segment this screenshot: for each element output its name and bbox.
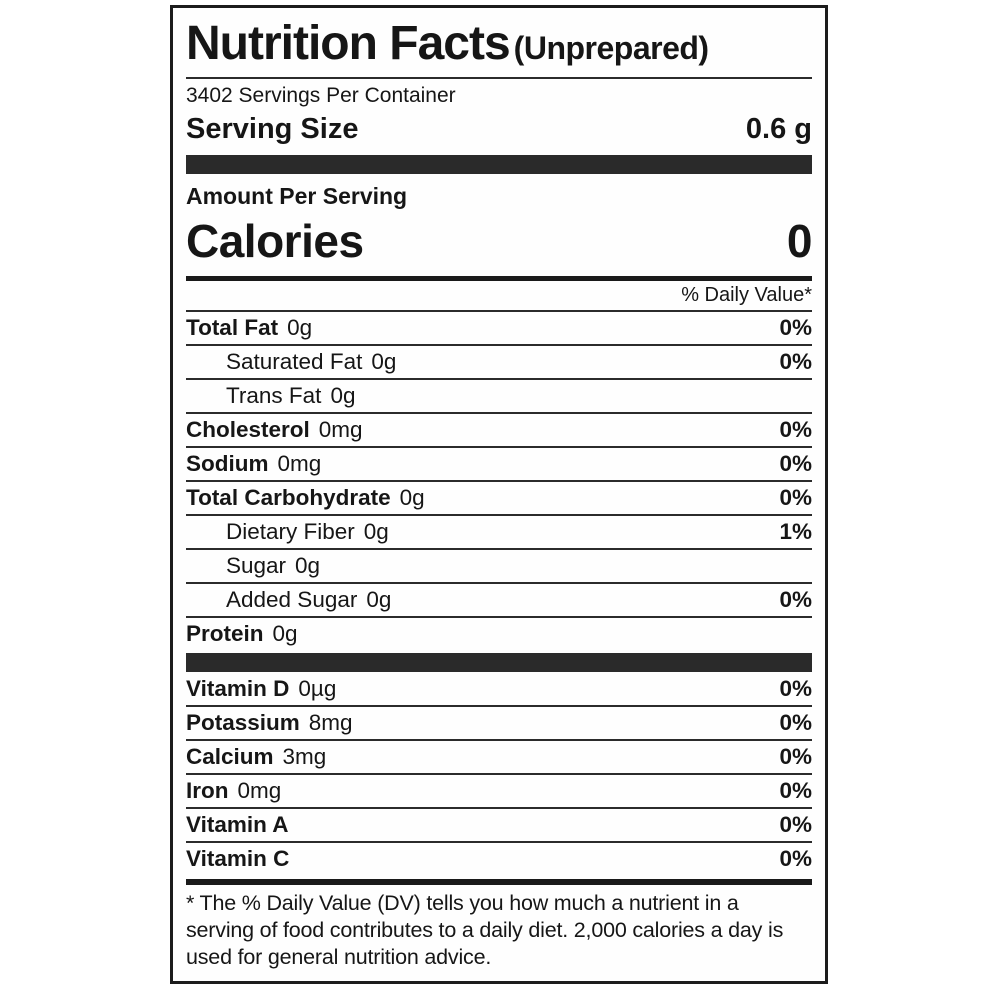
nutrient-name: Calcium [186, 744, 274, 769]
nutrient-dv: 0% [779, 485, 812, 510]
micronutrient-row-potassium [186, 707, 812, 741]
nutrient-row-total-fat [186, 312, 812, 346]
micronutrient-row-iron [186, 775, 812, 809]
nutrient-name: Total Carbohydrate [186, 485, 391, 510]
title-divider [186, 77, 812, 79]
nutrient-name: Sodium [186, 451, 269, 476]
daily-value-header: % Daily Value* [186, 281, 812, 312]
nutrient-dv: 0% [779, 846, 812, 871]
serving-size-row [186, 110, 812, 148]
calories-label: Calories [186, 215, 364, 267]
nutrient-amount: 0g [330, 383, 356, 408]
nutrition-facts-label [170, 5, 828, 984]
nutrient-row-sodium [186, 448, 812, 482]
nutrient-name: Sugar [226, 553, 287, 578]
nutrient-dv: 0% [779, 587, 812, 612]
micronutrient-row-vitamin-a [186, 809, 812, 843]
nutrient-row-added-sugar [186, 584, 812, 618]
nutrient-amount: 0mg [237, 778, 282, 803]
nutrient-row-saturated-fat [186, 346, 812, 380]
calories-row [186, 211, 812, 271]
nutrient-name: Total Fat [186, 315, 279, 340]
nutrient-name: Trans Fat [226, 383, 322, 408]
nutrient-row-dietary-fiber [186, 516, 812, 550]
nutrient-name: Vitamin D [186, 676, 290, 701]
nutrient-amount: 0g [272, 621, 298, 646]
nutrient-dv: 0% [779, 676, 812, 701]
nutrient-name: Cholesterol [186, 417, 310, 442]
label-title: Nutrition Facts [186, 17, 510, 70]
calories-value: 0 [786, 215, 812, 267]
nutrient-amount: 0mg [318, 417, 363, 442]
nutrient-dv: 0% [779, 451, 812, 476]
nutrient-dv: 0% [779, 417, 812, 442]
nutrient-dv: 0% [779, 349, 812, 374]
nutrient-amount: 3mg [282, 744, 327, 769]
nutrient-amount: 0mg [277, 451, 322, 476]
nutrient-name: Added Sugar [226, 587, 358, 612]
nutrient-dv: 0% [779, 315, 812, 340]
footnote-divider [186, 879, 812, 885]
servings-per-container: 3402 Servings Per Container [186, 84, 456, 107]
nutrient-amount: 0g [295, 553, 321, 578]
label-title-row [186, 16, 812, 72]
nutrient-name: Potassium [186, 710, 300, 735]
footnote-text: * The % Daily Value (DV) tells you how much a nutrient in a serving of food contributes to a daily diet. 2,000 calories a day is used for general nutrition advice. [186, 891, 784, 969]
nutrient-amount: 8mg [308, 710, 353, 735]
nutrient-dv: 0% [779, 778, 812, 803]
nutrient-row-protein [186, 618, 812, 650]
micronutrient-row-calcium [186, 741, 812, 775]
nutrient-amount: 0g [287, 315, 313, 340]
nutrient-name: Iron [186, 778, 229, 803]
nutrient-dv: 0% [779, 812, 812, 837]
section-bar-bottom [186, 653, 812, 672]
serving-size-value: 0.6 g [745, 113, 812, 145]
nutrient-amount: 0g [363, 519, 389, 544]
nutrient-name: Protein [186, 621, 264, 646]
nutrient-row-trans-fat [186, 380, 812, 414]
nutrient-amount: 0g [371, 349, 397, 374]
nutrient-dv: 0% [779, 744, 812, 769]
nutrient-dv: 1% [779, 519, 812, 544]
section-bar-top [186, 155, 812, 174]
nutrient-row-total-carbohydrate [186, 482, 812, 516]
nutrient-name: Saturated Fat [226, 349, 363, 374]
micronutrient-row-vitamin-c [186, 843, 812, 875]
nutrient-amount: 0µg [298, 676, 337, 701]
nutrient-row-cholesterol [186, 414, 812, 448]
nutrient-amount: 0g [399, 485, 425, 510]
nutrient-row-sugar [186, 550, 812, 584]
nutrient-amount: 0g [366, 587, 392, 612]
label-title-suffix: (Unprepared) [513, 30, 709, 66]
nutrient-name: Vitamin C [186, 846, 290, 871]
nutrient-name: Vitamin A [186, 812, 289, 837]
nutrient-name: Dietary Fiber [226, 519, 355, 544]
nutrient-dv: 0% [779, 710, 812, 735]
micronutrient-row-vitamin-d [186, 673, 812, 707]
amount-per-serving: Amount Per Serving [186, 183, 408, 209]
serving-size-label: Serving Size [186, 113, 359, 145]
